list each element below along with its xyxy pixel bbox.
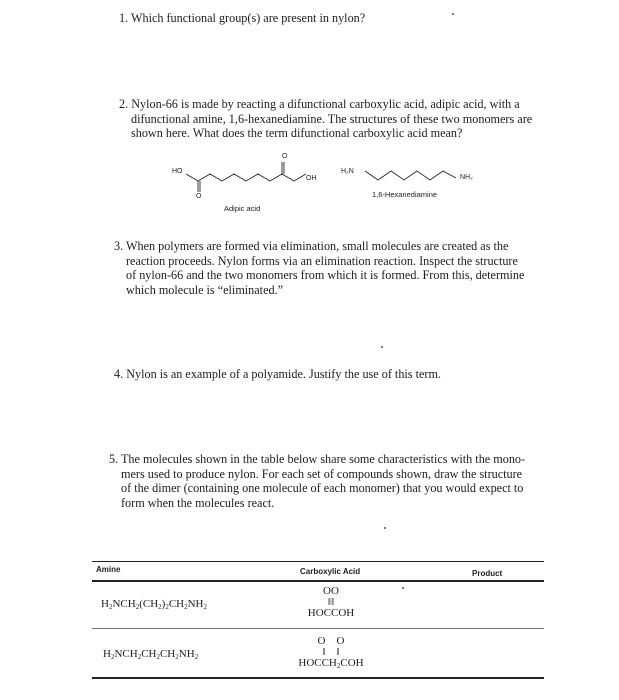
scan-speck [384, 527, 386, 529]
question-text: The molecules shown in the table below share some characteristics with the mono- [120, 452, 526, 466]
table-top-rule [92, 561, 544, 562]
question-text: Nylon-66 is made by reacting a difunctional carboxylic acid, adipic acid, with a [131, 97, 520, 111]
question-text: When polymers are formed via elimination, small molecules are created as the [125, 239, 509, 253]
question-number: 5. [109, 452, 119, 466]
hexanediamine-structure [340, 158, 470, 192]
header-product: Product [472, 569, 503, 578]
question-text: Which functional group(s) are present in nylon? [130, 11, 366, 25]
header-amine: Amine [96, 565, 121, 574]
amine-cell: $H_2NCH_2(CH_2)_2CH_2NH_2$ [101, 598, 207, 611]
question-5 [109, 452, 525, 510]
hexanediamine-nh2-label: NH₂ [460, 174, 473, 181]
acid-oxygen-row: OO [323, 585, 339, 597]
adipic-acid-structure [160, 148, 330, 200]
table-bottom-rule [92, 677, 544, 679]
adipic-ho-label: HO [172, 168, 183, 175]
question-text: difunctional amine, 1,6-hexanediamine. The structures of these two monomers are [131, 111, 533, 126]
question-text: of nylon-66 and the two monomers from which it is formed. From this, determine [126, 268, 525, 282]
acid-oxygen-row: O O [317, 635, 345, 647]
acid-double-bonds: ‖‖ [327, 596, 335, 608]
scan-speck [381, 346, 383, 348]
adipic-oh-label: OH [306, 175, 317, 182]
question-4 [114, 367, 441, 382]
question-number: 3. [114, 239, 124, 253]
question-text: which molecule is “eliminated.” [126, 282, 284, 297]
question-1 [119, 11, 365, 26]
question-number: 4. [114, 367, 124, 381]
adipic-acid-caption: Adipic acid [224, 204, 261, 213]
carboxylic-acid-cell [305, 586, 357, 619]
hexanediamine-caption: 1,6-Hexanediamine [372, 190, 438, 199]
table-header-rule [92, 580, 544, 582]
scan-speck [402, 587, 404, 589]
question-text: form when the molecules react. [121, 495, 275, 510]
amine-cell: $H_2NCH_2CH_2CH_2NH_2$ [103, 648, 199, 661]
acid-double-bonds: ‖ ‖ [322, 646, 340, 658]
question-3 [114, 239, 524, 297]
header-carboxylic-acid: Carboxylic Acid [300, 567, 361, 576]
question-number: 1. [119, 11, 129, 25]
question-text: of the dimer (containing one molecule of each monomer) that you would expect to [121, 481, 524, 495]
hexanediamine-h2n-label: H₂N [341, 168, 354, 175]
adipic-o-bottom-label: O [196, 193, 202, 200]
table-row-divider [92, 628, 544, 629]
question-text: shown here. What does the term difunctional carboxylic acid mean? [131, 126, 463, 140]
question-text: mers used to produce nylon. For each set of compounds shown, draw the structure [121, 466, 523, 481]
question-text: reaction proceeds. Nylon forms via an elimination reaction. Inspect the structure [126, 253, 518, 268]
question-2 [119, 97, 532, 141]
acid-formula: $HOCCH_2COH$ [298, 657, 364, 670]
carboxylic-acid-cell [294, 636, 368, 672]
scan-speck [452, 13, 454, 15]
acid-formula: HOCCOH [307, 607, 355, 619]
adipic-o-top-label: O [282, 153, 288, 160]
question-number: 2. [119, 97, 129, 111]
question-text: Nylon is an example of a polyamide. Justify the use of this term. [126, 367, 441, 381]
